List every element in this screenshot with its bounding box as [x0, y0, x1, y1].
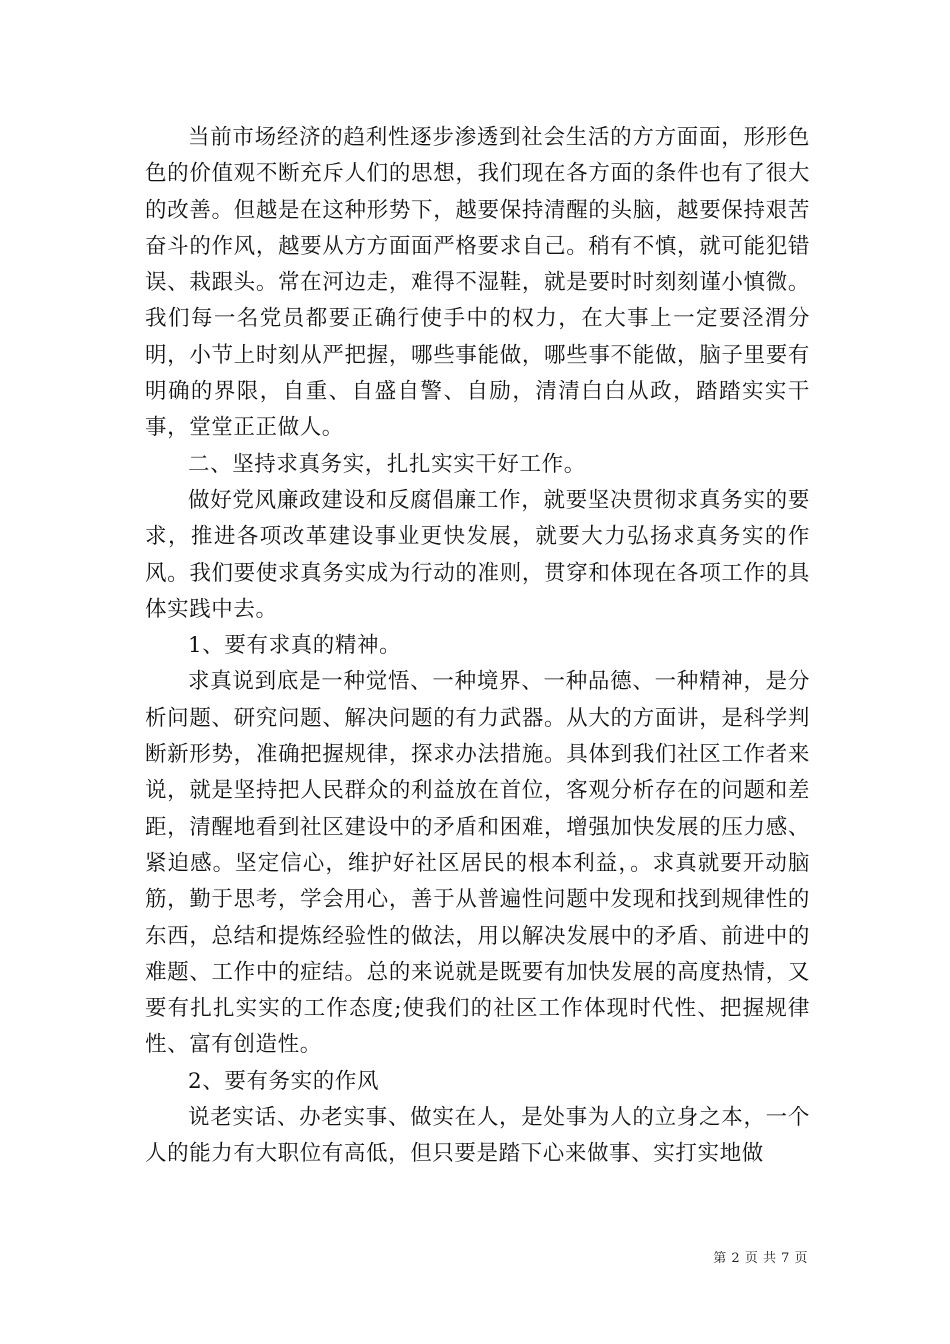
heading-section-two: 二、坚持求真务实，扎扎实实干好工作。: [188, 451, 586, 477]
paragraph-integrity: 当前市场经济的趋利性逐步渗透到社会生活的方方面面，形形色色的价值观不断充斥人们的思想，我们现在各方面的条件也有了很大的改善。但越是在这种形势下，越要保持清醒的头脑，越要保持艰苦奋斗的作风，越要从方方面面严格要求自己。稍有不慎，就可能犯错误、栽跟头。常在河边走，难得不湿鞋，就是要时时刻刻谨小慎微。我们每一名党员都要正确行使手中的权力，在大事上一定要泾渭分明，小节上时刻从严把握，哪些事能做，哪些事不能做，脑子里要有明确的界限，自重、自盛自警、自励，清清白白从政，踏踏实实干事，堂堂正正做人。: [145, 125, 810, 441]
page-number: 第 2 页 共 7 页: [713, 1251, 808, 1266]
document-body: [145, 120, 810, 1173]
heading-truth-seeking: 1、要有求真的精神。: [188, 633, 402, 659]
paragraph-practical-style: 说老实话、办老实事、做实在人，是处事为人的立身之本，一个人的能力有大职位有高低，但只要是踏下心来做事、实打实地做: [145, 1105, 810, 1167]
paragraph-truth-seeking: 求真说到底是一种觉悟、一种境界、一种品德、一种精神，是分析问题、研究问题、解决问题的有力武器。从大的方面讲，是科学判断新形势，准确把握规律，探求办法措施。具体到我们社区工作者来说，就是坚持把人民群众的利益放在首位，客观分析存在的问题和差距，清醒地看到社区建设中的矛盾和困难，增强加快发展的压力感、紧迫感。坚定信心，维护好社区居民的根本利益，。求真就要开动脑筋，勤于思考，学会用心，善于从普遍性问题中发现和找到规律性的东西，总结和提炼经验性的做法，用以解决发展中的矛盾、前进中的难题、工作中的症结。总的来说就是既要有加快发展的高度热情，又要有扎扎实实的工作态度;使我们的社区工作体现时代性、把握规律性、富有创造性。: [145, 669, 810, 1058]
heading-practical-style: 2、要有务实的作风: [188, 1068, 380, 1094]
paragraph-pragmatism: 做好党风廉政建设和反腐倡廉工作，就要坚决贯彻求真务实的要求，推进各项改革建设事业更快发展，就要大力弘扬求真务实的作风。我们要使求真务实成为行动的准则，贯穿和体现在各项工作的具体实践中去。: [145, 487, 810, 622]
